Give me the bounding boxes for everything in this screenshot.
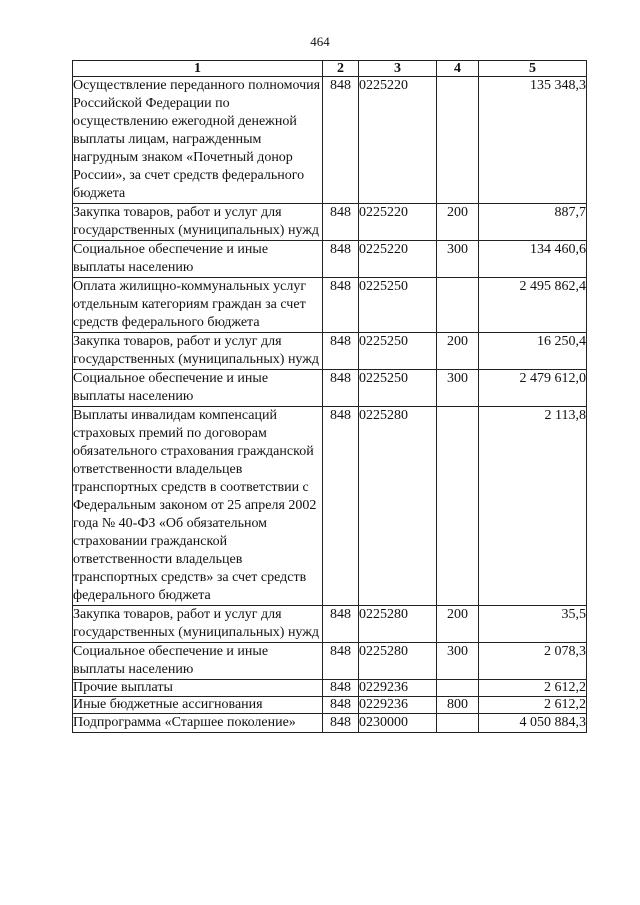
table-row [73,407,587,606]
table-row [73,333,587,370]
row-kvsr: 848 [323,241,359,278]
table-row [73,606,587,643]
row-vr: 200 [437,204,479,241]
row-csr: 0225250 [359,370,437,407]
row-csr: 0225280 [359,643,437,680]
table-row [73,370,587,407]
row-name: Подпрограмма «Старшее поколение» [73,714,323,733]
row-vr: 300 [437,241,479,278]
row-vr: 800 [437,697,479,714]
row-vr: 300 [437,370,479,407]
table-row [73,204,587,241]
row-kvsr: 848 [323,333,359,370]
row-csr: 0225220 [359,204,437,241]
row-amount: 135 348,3 [479,77,587,204]
column-header: 5 [479,61,587,77]
row-amount: 134 460,6 [479,241,587,278]
row-vr [437,278,479,333]
row-kvsr: 848 [323,680,359,697]
row-vr [437,77,479,204]
row-amount: 2 495 862,4 [479,278,587,333]
row-vr: 200 [437,333,479,370]
row-vr [437,407,479,606]
table-row [73,680,587,697]
row-name: Выплаты инвалидам компенсаций страховых премий по договорам обязательного страхования гражданской ответственности владельцев транспортных средств в соответствии с Федеральным законом от 25 апреля 2002 года № 40-ФЗ «Об обязательном страховании гражданской ответственности владельцев транспортных средств» за счет средств федерального бюджета [73,407,323,606]
row-kvsr: 848 [323,606,359,643]
row-vr: 200 [437,606,479,643]
row-vr: 300 [437,643,479,680]
row-name: Закупка товаров, работ и услуг для государственных (муниципальных) нужд [73,606,323,643]
row-name: Иные бюджетные ассигнования [73,697,323,714]
row-kvsr: 848 [323,278,359,333]
row-csr: 0225250 [359,333,437,370]
column-header: 3 [359,61,437,77]
row-name: Закупка товаров, работ и услуг для государственных (муниципальных) нужд [73,204,323,241]
row-amount: 2 078,3 [479,643,587,680]
row-csr: 0229236 [359,697,437,714]
row-kvsr: 848 [323,204,359,241]
row-amount: 16 250,4 [479,333,587,370]
column-header: 1 [73,61,323,77]
row-amount: 2 612,2 [479,680,587,697]
row-name: Социальное обеспечение и иные выплаты населению [73,370,323,407]
column-header: 4 [437,61,479,77]
row-name: Закупка товаров, работ и услуг для государственных (муниципальных) нужд [73,333,323,370]
row-kvsr: 848 [323,370,359,407]
row-csr: 0225220 [359,77,437,204]
row-name: Социальное обеспечение и иные выплаты населению [73,241,323,278]
row-csr: 0225220 [359,241,437,278]
row-vr [437,680,479,697]
row-csr: 0225280 [359,606,437,643]
table-row [73,714,587,733]
budget-table [72,60,587,733]
row-name: Прочие выплаты [73,680,323,697]
row-kvsr: 848 [323,407,359,606]
row-amount: 887,7 [479,204,587,241]
row-amount: 35,5 [479,606,587,643]
row-kvsr: 848 [323,77,359,204]
row-csr: 0229236 [359,680,437,697]
row-csr: 0230000 [359,714,437,733]
row-name: Социальное обеспечение и иные выплаты населению [73,643,323,680]
table-row [73,697,587,714]
row-kvsr: 848 [323,643,359,680]
table-row [73,278,587,333]
row-name: Осуществление переданного полномочия Российской Федерации по осуществлению ежегодной денежной выплаты лицам, награжденным нагрудным знаком «Почетный донор России», за счет средств федерального бюджета [73,77,323,204]
header-row [73,61,587,77]
row-amount: 2 113,8 [479,407,587,606]
row-kvsr: 848 [323,697,359,714]
row-csr: 0225250 [359,278,437,333]
row-amount: 2 612,2 [479,697,587,714]
row-amount: 4 050 884,3 [479,714,587,733]
column-header: 2 [323,61,359,77]
table-row [73,643,587,680]
row-kvsr: 848 [323,714,359,733]
row-name: Оплата жилищно-коммунальных услуг отдельным категориям граждан за счет средств федерального бюджета [73,278,323,333]
row-csr: 0225280 [359,407,437,606]
row-vr [437,714,479,733]
row-amount: 2 479 612,0 [479,370,587,407]
page-number: 464 [310,34,330,49]
table-row [73,241,587,278]
table-row [73,77,587,204]
